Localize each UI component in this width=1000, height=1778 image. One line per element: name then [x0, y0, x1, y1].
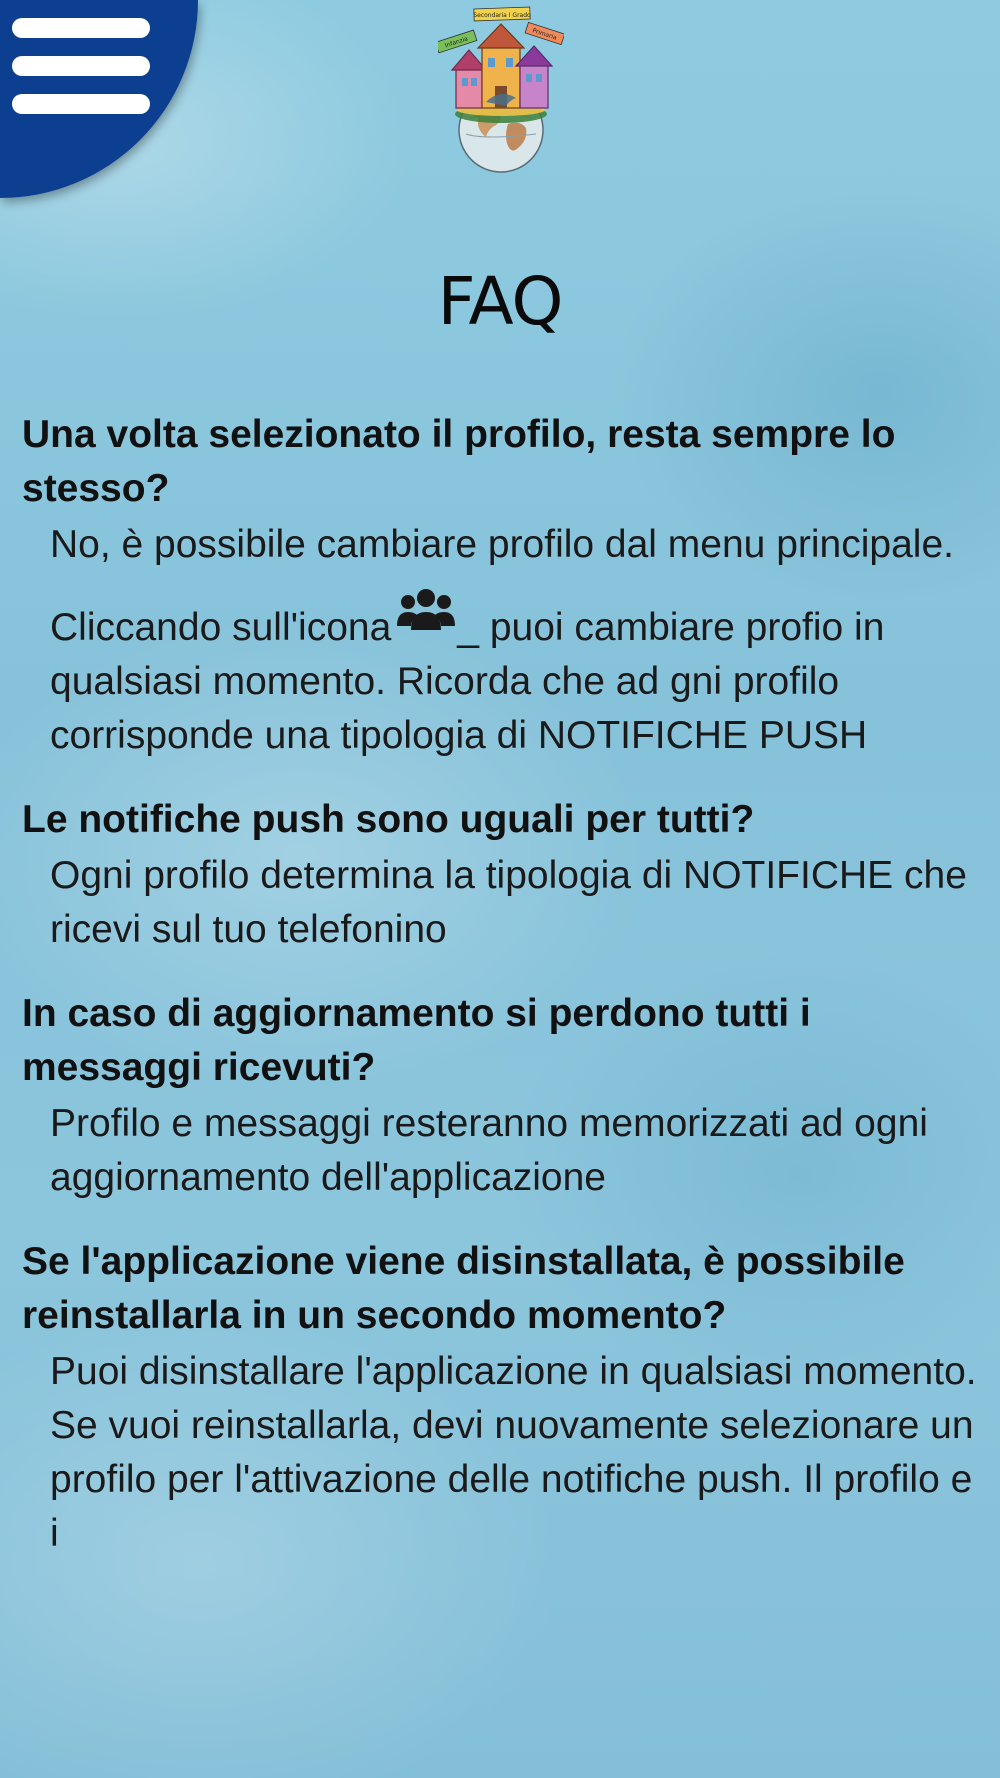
faq-answer-text: Profilo e messaggi resteranno memorizzati ad ogni aggiornamento dell'applicazione: [50, 1102, 928, 1199]
faq-question: Una volta selezionato il profilo, resta sempre lo stesso?: [22, 413, 896, 510]
answer-separator: _: [457, 606, 479, 649]
school-globe-logo: [438, 6, 564, 176]
faq-answer-text: No, è possibile cambiare profilo dal menu principale.: [50, 523, 954, 566]
page-title: FAQ: [437, 263, 563, 340]
faq-item: [0, 408, 1000, 763]
faq-answer-text-with-icon: [50, 586, 980, 763]
faq-list: [0, 408, 1000, 1591]
logo-banner-center: Secondaria I Grado: [473, 12, 531, 19]
faq-answer: [0, 516, 1000, 763]
faq-answer-text: Ogni profilo determina la tipologia di NOTIFICHE che ricevi sul tuo telefonino: [50, 854, 967, 951]
hamburger-menu-icon-bar: [12, 56, 150, 76]
faq-answer: [0, 1095, 1000, 1205]
answer-text-after-icon: puoi cambiare profio in qualsiasi momento. Ricorda che ad gni profilo corrisponde una tipologia di NOTIFICHE PUSH: [50, 606, 885, 757]
menu-button[interactable]: [0, 0, 198, 198]
faq-answer: [0, 847, 1000, 957]
hamburger-menu-icon-bar: [12, 94, 150, 114]
faq-item: [0, 793, 1000, 957]
faq-question: Le notifiche push sono uguali per tutti?: [22, 798, 755, 841]
faq-answer-text: Puoi disinstallare l'applicazione in qualsiasi momento. Se vuoi reinstallarla, devi nuovamente selezionare un profilo per l'attivazione delle notifiche push. Il profilo e i: [50, 1350, 977, 1555]
faq-item: [0, 987, 1000, 1205]
faq-question: Se l'applicazione viene disinstallata, è possibile reinstallarla in un secondo momento?: [22, 1240, 905, 1337]
group-users-icon: [397, 586, 455, 634]
hamburger-menu-icon: [12, 18, 150, 38]
answer-text-before-icon: Cliccando sull'icona: [50, 606, 392, 649]
logo-banner-left: Infanzia: [444, 35, 469, 50]
logo-banner-right: Primaria: [531, 27, 558, 42]
faq-item: [0, 1235, 1000, 1561]
faq-question: In caso di aggiornamento si perdono tutti i messaggi ricevuti?: [22, 992, 811, 1089]
faq-answer: [0, 1343, 1000, 1561]
